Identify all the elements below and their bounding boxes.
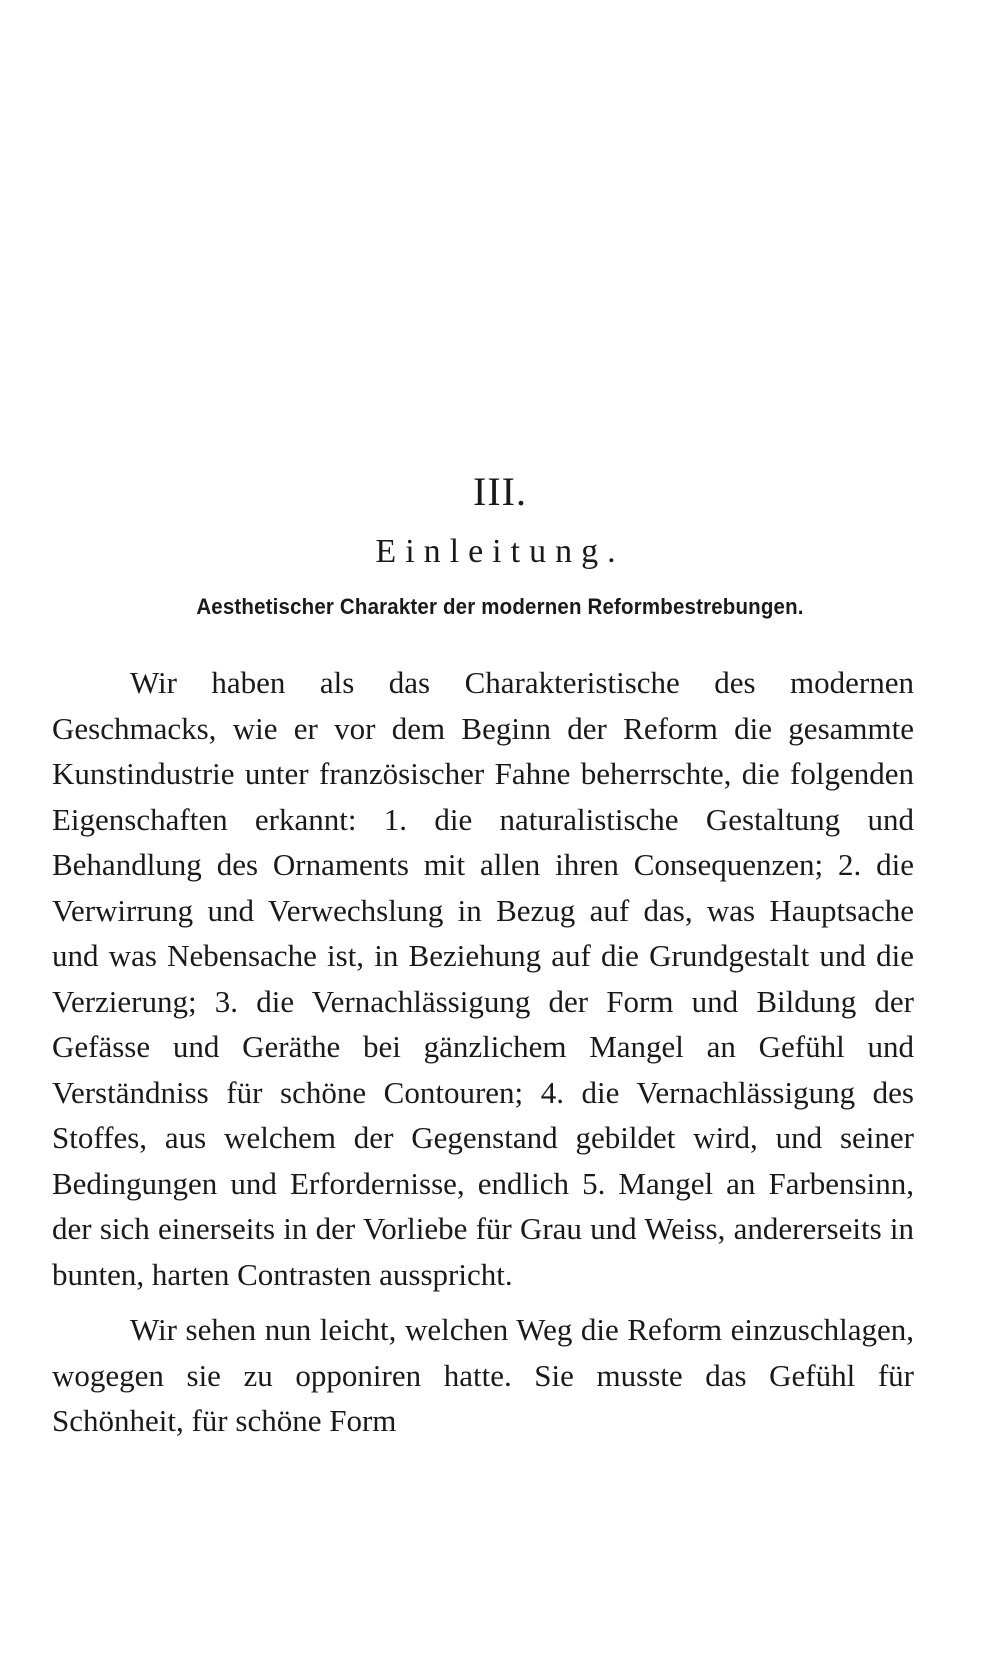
body-text: [52, 660, 914, 1444]
chapter-number: III.: [473, 469, 527, 514]
chapter-subtitle: Aesthetischer Charakter der modernen Reformbestrebungen.: [196, 594, 804, 619]
paragraph: Wir sehen nun leicht, welchen Weg die Reform einzuschlagen, wogegen sie zu opponiren hatte. Sie musste das Gefühl für Schönheit, für schöne Form: [52, 1312, 914, 1438]
chapter-title: Einleitung.: [375, 533, 625, 570]
paragraph: Wir haben als das Charakteristische des modernen Geschmacks, wie er vor dem Beginn der Reform die gesammte Kunstindustrie unter französischer Fahne beherrschte, die folgenden Eigenschaften erkannt: 1. die naturalistische Gestaltung und Behandlung des Ornaments mit allen ihren Consequenzen; 2. die Verwirrung und Verwechslung in Bezug auf das, was Hauptsache und was Nebensache ist, in Beziehung auf die Grundgestalt und die Verzierung; 3. die Vernachlässigung der Form und Bildung der Gefässe und Geräthe bei gänzlichem Mangel an Gefühl und Verständniss für schöne Contouren; 4. die Vernachlässigung des Stoffes, aus welchem der Gegenstand gebildet wird, und seiner Bedingungen und Erfordernisse, endlich 5. Mangel an Farbensinn, der sich einerseits in der Vorliebe für Grau und Weiss, andererseits in bunten, harten Contrasten ausspricht.: [52, 665, 914, 1292]
